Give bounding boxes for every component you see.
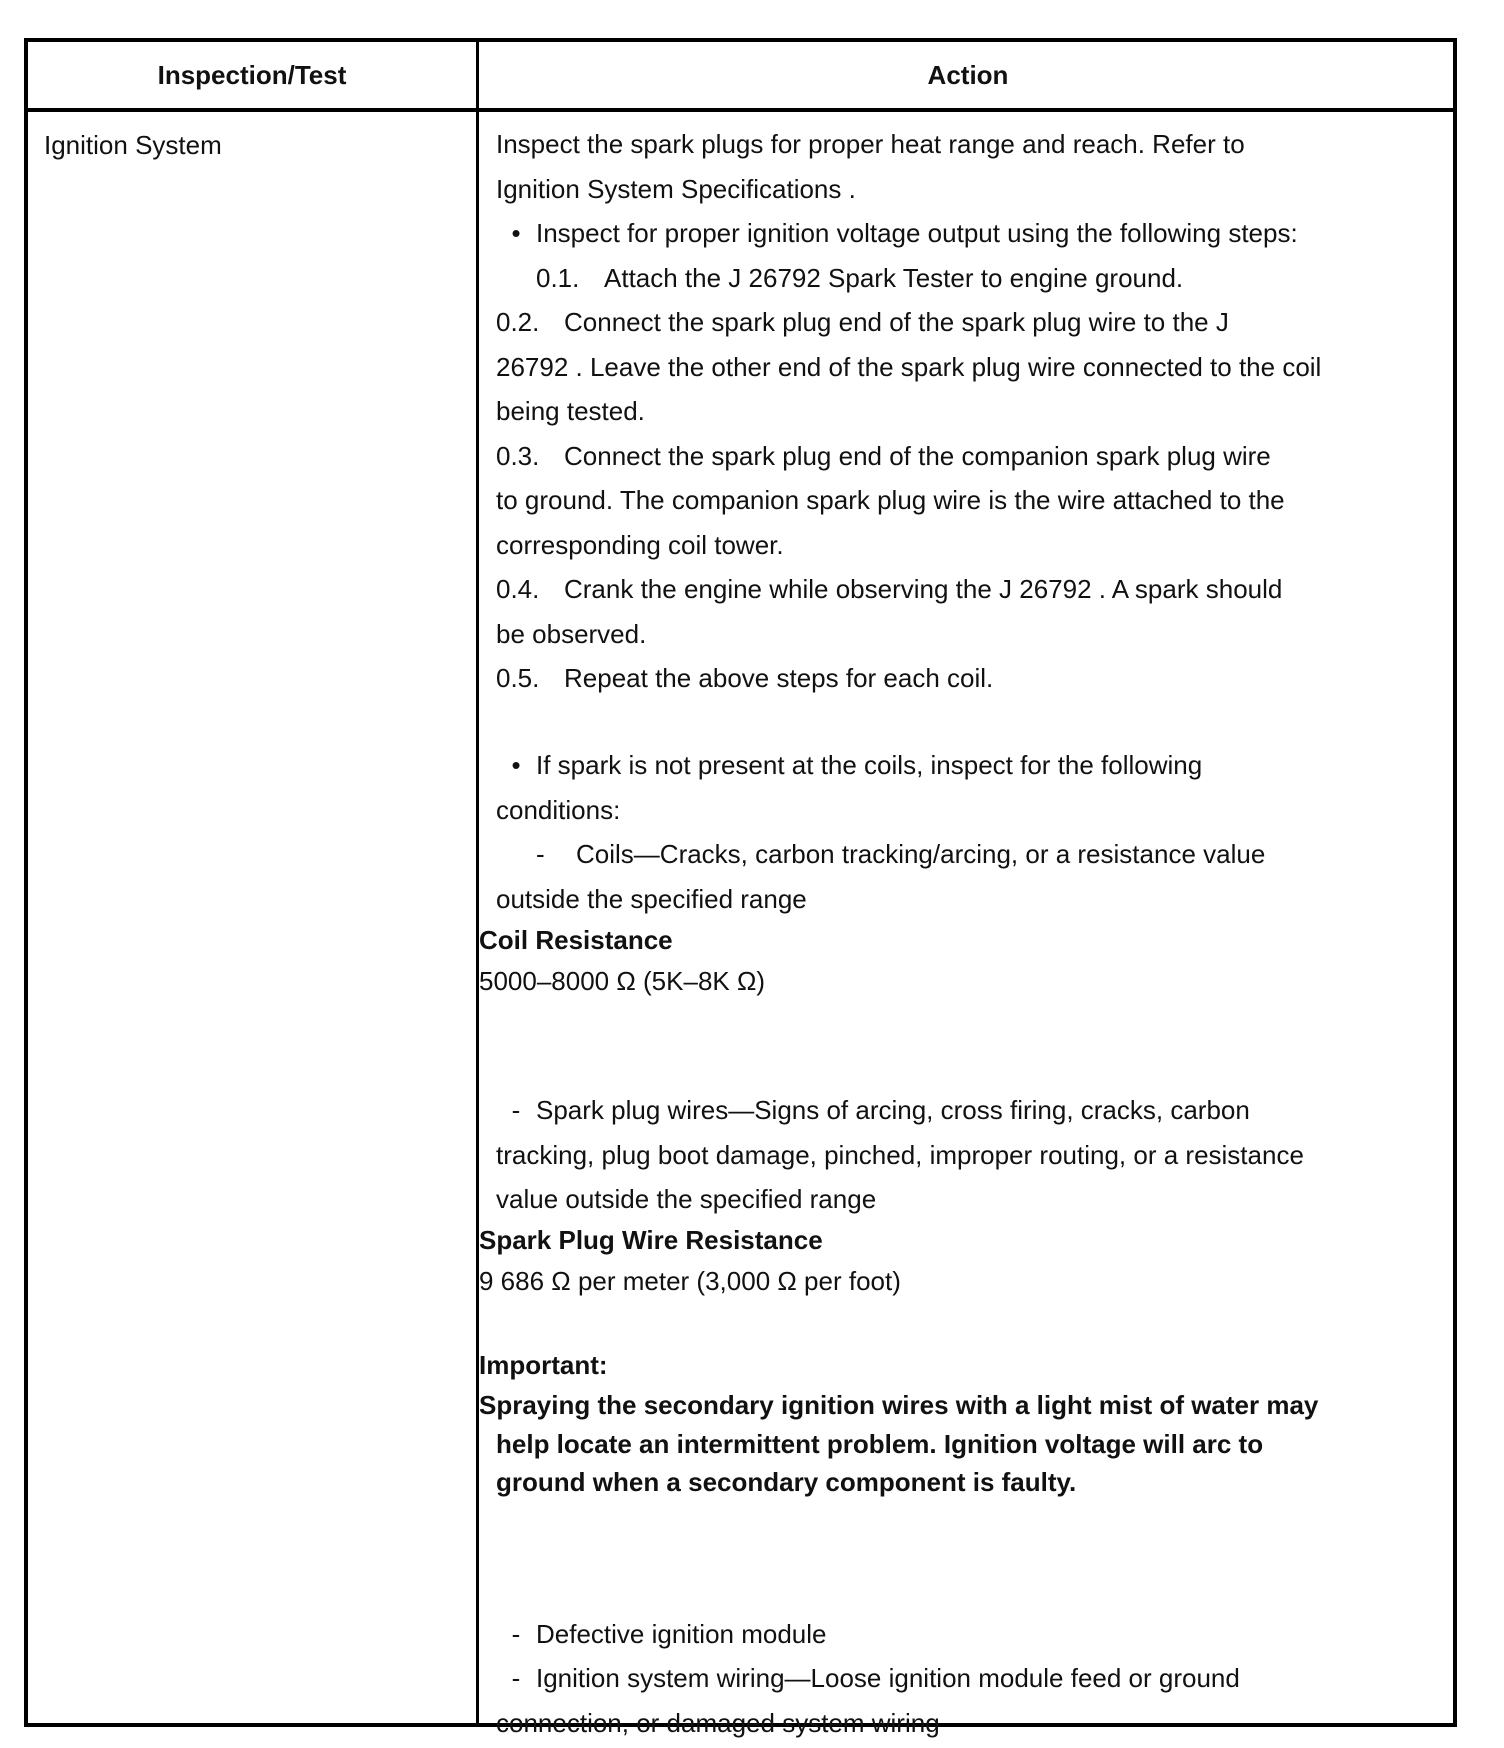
- step-0-3-cont-1: to ground. The companion spark plug wire is the wire attached to the: [496, 485, 1285, 515]
- important-label: Important:: [479, 1350, 608, 1380]
- intro-line-1: Inspect the spark plugs for proper heat range and reach. Refer to: [496, 129, 1245, 159]
- step-0-4: [496, 574, 1282, 604]
- bullet-no-spark: [496, 750, 1202, 780]
- dash-marker: -: [511, 1095, 521, 1125]
- condition-system-wiring-cont: connection, or damaged system wiring: [496, 1708, 940, 1738]
- condition-wires-cont-2: value outside the specified range: [496, 1184, 877, 1214]
- condition-system-wiring: [496, 1663, 1240, 1693]
- important-line-2: help locate an intermittent problem. Ignition voltage will arc to: [496, 1429, 1264, 1459]
- condition-text: Ignition system wiring—Loose ignition module feed or ground: [536, 1663, 1240, 1693]
- step-number: 0.1.: [536, 263, 580, 293]
- bullet-marker: •: [511, 218, 521, 248]
- wire-resistance-value: 9 686 Ω per meter (3,000 Ω per foot): [479, 1266, 901, 1296]
- step-0-2-cont-1: 26792 . Leave the other end of the spark plug wire connected to the coil: [496, 352, 1322, 382]
- bullet-text: If spark is not present at the coils, inspect for the following: [536, 750, 1203, 780]
- condition-text: Defective ignition module: [536, 1619, 827, 1649]
- step-0-3: [496, 441, 1271, 471]
- column-divider: [476, 42, 479, 1723]
- condition-spark-plug-wires: [496, 1095, 1250, 1125]
- condition-text: Coils—Cracks, carbon tracking/arcing, or a resistance value: [576, 839, 1266, 869]
- bullet-voltage-output: [496, 218, 1298, 248]
- step-number: 0.5.: [496, 663, 540, 693]
- step-number: 0.4.: [496, 574, 540, 604]
- dash-marker: -: [511, 1663, 521, 1693]
- bullet-no-spark-cont: conditions:: [496, 795, 621, 825]
- step-text: Crank the engine while observing the J 26792 . A spark should: [564, 574, 1283, 604]
- dash-marker: -: [511, 1619, 521, 1649]
- diagnostic-table: [24, 38, 1457, 1738]
- condition-ignition-module: [496, 1619, 827, 1649]
- bullet-marker: •: [511, 750, 521, 780]
- header-inspection-test: Inspection/Test: [157, 59, 347, 90]
- condition-wires-cont-1: tracking, plug boot damage, pinched, improper routing, or a resistance: [496, 1140, 1304, 1170]
- important-line-1: Spraying the secondary ignition wires with a light mist of water may: [479, 1390, 1319, 1420]
- condition-coils-cont: outside the specified range: [496, 884, 807, 914]
- header-action: Action: [927, 59, 1009, 90]
- step-0-2-cont-2: being tested.: [496, 396, 645, 426]
- step-number: 0.3.: [496, 441, 540, 471]
- coil-resistance-label: Coil Resistance: [479, 925, 673, 955]
- step-0-1: [496, 263, 1183, 293]
- step-0-3-cont-2: corresponding coil tower.: [496, 530, 784, 560]
- condition-text: Spark plug wires—Signs of arcing, cross firing, cracks, carbon: [536, 1095, 1250, 1125]
- important-line-3: ground when a secondary component is faulty.: [496, 1467, 1077, 1497]
- step-text: Attach the J 26792 Spark Tester to engine ground.: [604, 263, 1184, 293]
- wire-resistance-label: Spark Plug Wire Resistance: [479, 1225, 823, 1255]
- dash-marker: -: [536, 839, 545, 869]
- intro-line-2: Ignition System Specifications .: [496, 174, 856, 204]
- step-0-2: [496, 307, 1229, 337]
- step-number: 0.2.: [496, 307, 540, 337]
- step-text: Connect the spark plug end of the spark plug wire to the J: [564, 307, 1229, 337]
- step-0-5: [496, 663, 993, 693]
- header-divider: [28, 108, 1453, 112]
- bullet-text: Inspect for proper ignition voltage output using the following steps:: [536, 218, 1298, 248]
- coil-resistance-value: 5000–8000 Ω (5K–8K Ω): [479, 966, 766, 996]
- step-0-4-cont-1: be observed.: [496, 619, 647, 649]
- condition-coils: [496, 839, 1265, 869]
- step-text: Connect the spark plug end of the companion spark plug wire: [564, 441, 1271, 471]
- inspection-cell: Ignition System: [44, 130, 222, 160]
- step-text: Repeat the above steps for each coil.: [564, 663, 994, 693]
